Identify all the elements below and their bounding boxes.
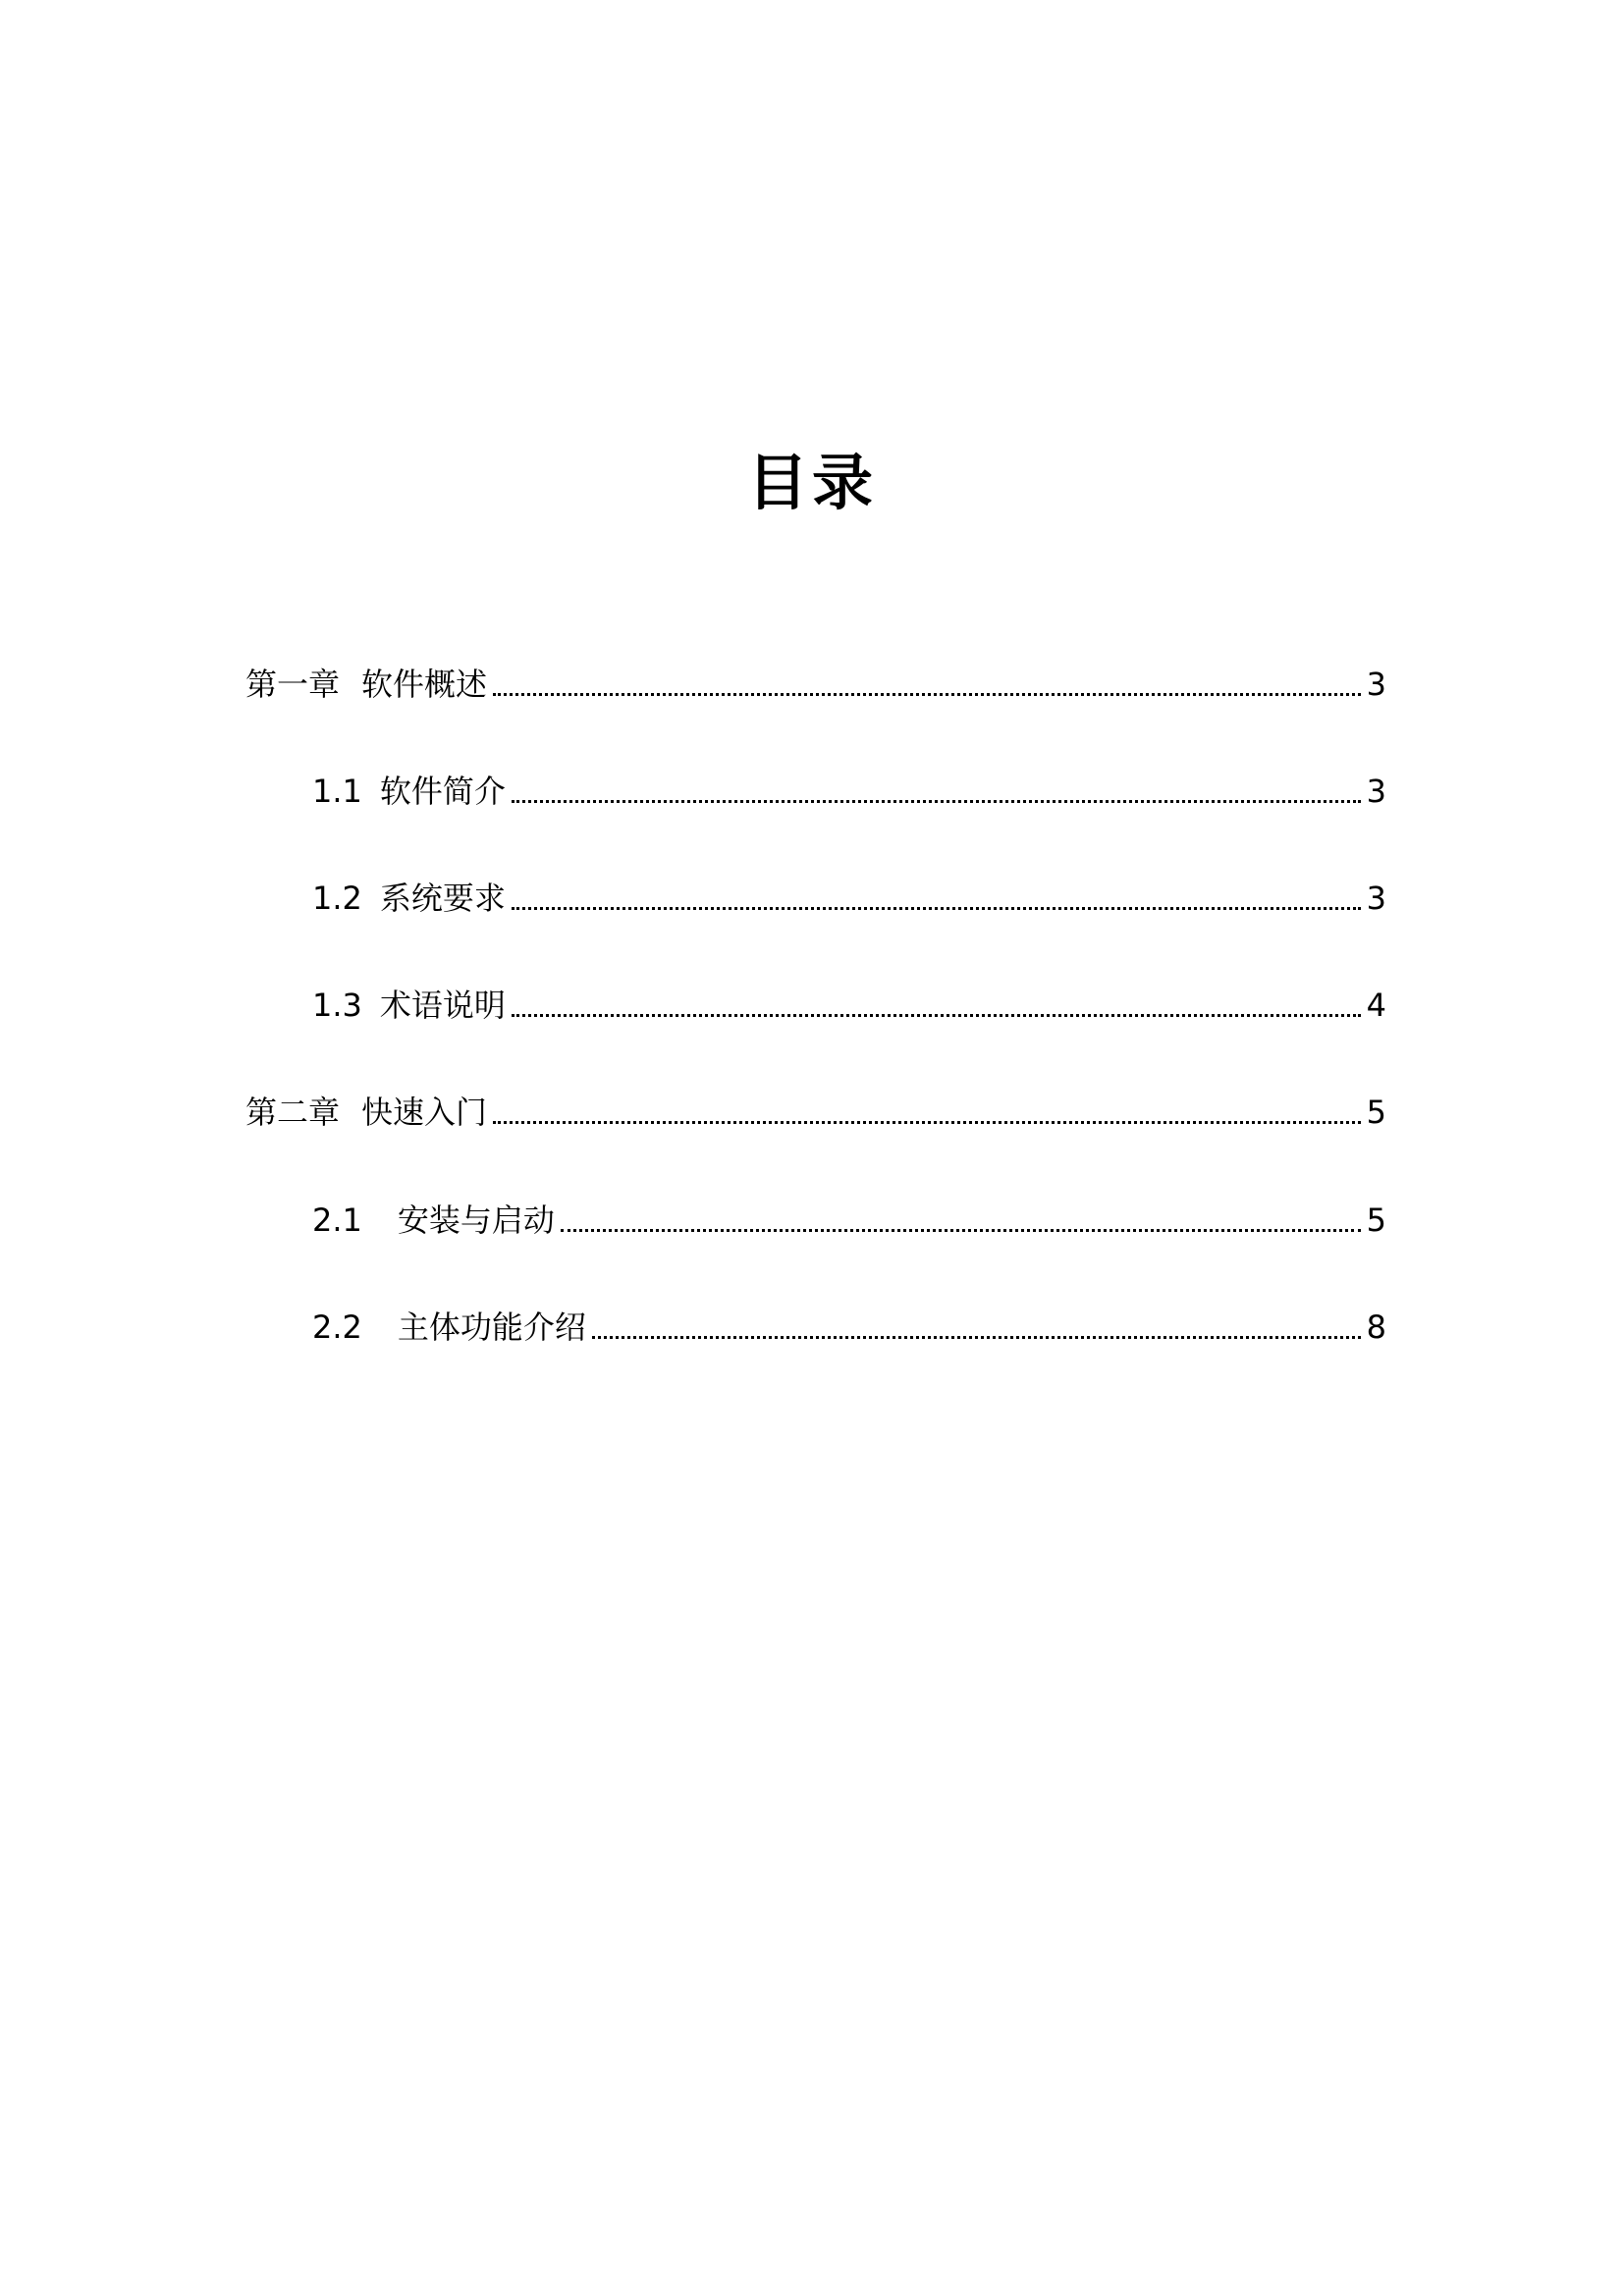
toc-entry-title: 软件简介 (379, 773, 506, 810)
toc-entry-section-1-2[interactable] (312, 874, 1386, 923)
toc-entry-number: 2.1 (312, 1201, 362, 1239)
toc-dot-leader (561, 1229, 1361, 1232)
toc-entry-number: 第二章 (245, 1094, 341, 1131)
toc-entry-page: 3 (1366, 773, 1386, 810)
toc-entry-title: 软件概述 (361, 666, 488, 703)
toc-entry-number: 1.3 (312, 987, 362, 1024)
toc-dot-leader (493, 1121, 1361, 1124)
toc-entry-page: 3 (1366, 880, 1386, 917)
toc-entry-title: 术语说明 (379, 987, 506, 1024)
toc-title: 目录 (746, 446, 877, 518)
toc-entry-page: 4 (1366, 987, 1386, 1024)
toc-entry-title: 安装与启动 (397, 1201, 555, 1239)
toc-dot-leader (512, 800, 1361, 803)
toc-entry-section-1-3[interactable] (312, 981, 1386, 1030)
toc-entry-chapter-2[interactable] (245, 1088, 1386, 1137)
toc-dot-leader (512, 1014, 1361, 1017)
toc-entry-page: 5 (1366, 1094, 1386, 1131)
toc-entry-section-1-1[interactable] (312, 767, 1386, 816)
toc-dot-leader (512, 907, 1361, 910)
toc-entry-section-2-1[interactable] (312, 1196, 1386, 1245)
toc-entry-number: 第一章 (245, 666, 341, 703)
toc-entry-title: 系统要求 (379, 880, 506, 917)
toc-entry-page: 8 (1366, 1308, 1386, 1346)
toc-entry-number: 2.2 (312, 1308, 362, 1346)
toc-entry-number: 1.1 (312, 773, 362, 810)
toc-dot-leader (592, 1336, 1361, 1339)
toc-entry-page: 3 (1366, 666, 1386, 703)
toc-entry-chapter-1[interactable] (245, 660, 1386, 709)
toc-entry-page: 5 (1366, 1201, 1386, 1239)
toc-entry-title: 主体功能介绍 (397, 1308, 586, 1346)
toc-entry-number: 1.2 (312, 880, 362, 917)
toc-entry-title: 快速入门 (361, 1094, 488, 1131)
toc-entry-section-2-2[interactable] (312, 1303, 1386, 1352)
toc-dot-leader (493, 693, 1361, 696)
